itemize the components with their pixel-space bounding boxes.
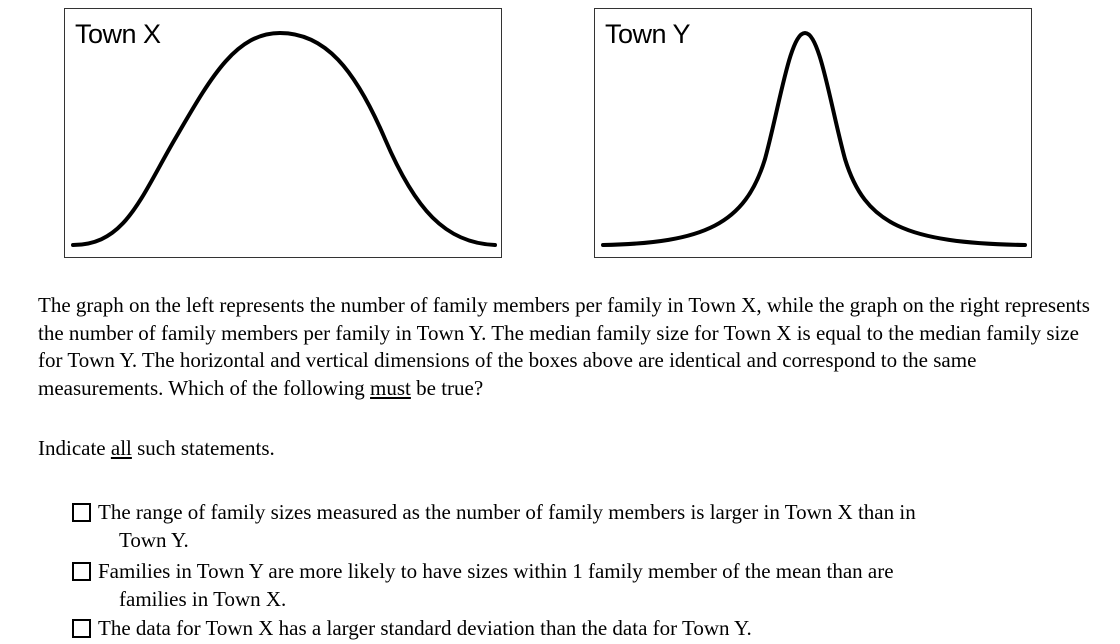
answer-option-1[interactable]: [72, 498, 1032, 554]
checkbox-option-3[interactable]: [72, 619, 91, 638]
instruction-emphasis: all: [110, 436, 132, 460]
option-2-line-2: families in Town X.: [119, 587, 287, 611]
option-1-line-1: The range of family sizes measured as the number of family members is larger in Town X than in: [98, 500, 916, 524]
option-1-line-2: Town Y.: [119, 528, 189, 552]
answer-option-3[interactable]: [72, 614, 1032, 642]
checkbox-option-2[interactable]: [72, 562, 91, 581]
question-emphasis: must: [370, 375, 411, 400]
question-text: [38, 292, 1098, 402]
answer-option-2[interactable]: [72, 557, 1032, 613]
graph-town-x: [64, 8, 502, 258]
option-2-line-1: Families in Town Y are more likely to have sizes within 1 family member of the mean than are: [98, 559, 894, 583]
question-text-before: The graph on the left represents the number of family members per family in Town X, while the graph on the right represents the number of family members per family in Town Y. The median family size for Town X is equal to the median family size for Town Y. The horizontal and vertical dimensions of the boxes above are identical and correspond to the same measurements. Which of the following: [38, 293, 1090, 400]
option-3-line-1: The data for Town X has a larger standard deviation than the data for Town Y.: [98, 616, 752, 640]
graph-title-town-y: Town Y: [605, 19, 691, 49]
graph-town-y: [594, 8, 1032, 258]
instruction-before: Indicate: [38, 436, 111, 460]
instruction-after: such statements.: [131, 436, 275, 460]
question-text-after: be true?: [410, 375, 484, 400]
bell-curve-town-x: [65, 9, 501, 257]
instruction-text: [38, 436, 275, 461]
graph-title-town-x: Town X: [75, 19, 161, 49]
bell-curve-town-y: [595, 9, 1031, 257]
checkbox-option-1[interactable]: [72, 503, 91, 522]
